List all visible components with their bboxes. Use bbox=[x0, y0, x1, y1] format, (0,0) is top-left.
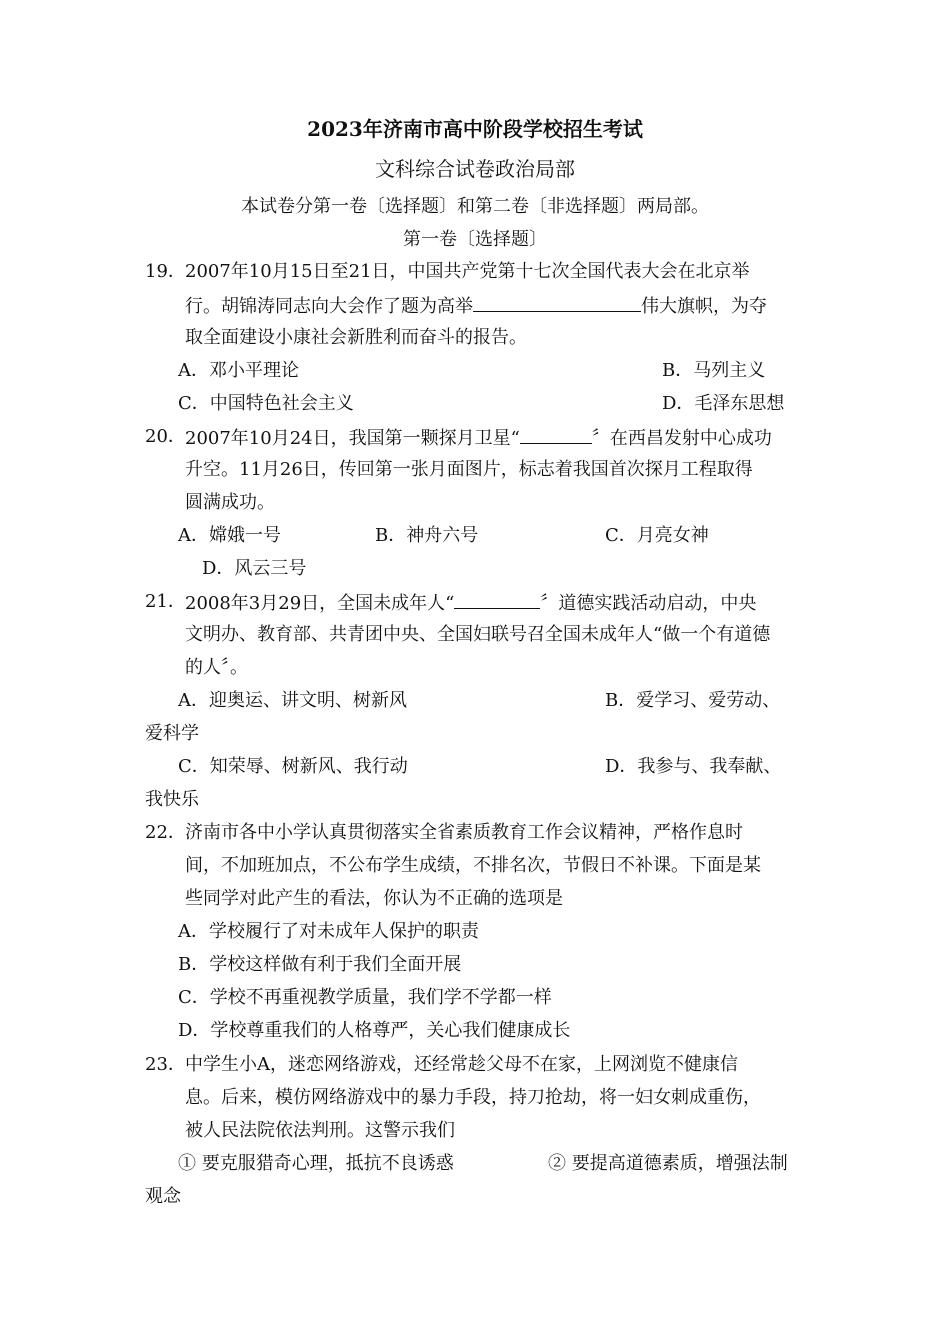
statement-2-continued: 观念 bbox=[145, 1186, 181, 1207]
question-text-line: 升空。11月26日，传回第一张月面图片，标志着我国首次探月工程取得 bbox=[185, 459, 753, 480]
question-text-line: 取全面建设小康社会新胜利而奋斗的报告。 bbox=[185, 327, 527, 348]
option-d-continued: 我快乐 bbox=[145, 789, 199, 810]
option-d: D．学校尊重我们的人格尊严，关心我们健康成长 bbox=[178, 1020, 571, 1041]
option-b: B．神舟六号 bbox=[375, 525, 479, 546]
statement-2: ② 要提高道德素质，增强法制 bbox=[548, 1153, 788, 1174]
option-b-continued: 爱科学 bbox=[145, 723, 199, 744]
question-text-line: 2008年3月29日，全国未成年人“ 〞道德实践活动启动，中央 bbox=[185, 590, 756, 616]
question-text-line: 息。后来，模仿网络游戏中的暴力手段，持刀抢劫，将一妇女刺成重伤， bbox=[185, 1087, 761, 1108]
question-number: 19． bbox=[145, 261, 186, 282]
question-number: 20． bbox=[145, 426, 186, 447]
answer-blank bbox=[454, 590, 540, 609]
question-number: 22． bbox=[145, 822, 186, 843]
exam-intro: 本试卷分第一卷〔选择题〕和第二卷〔非选择题〕两局部。 bbox=[241, 196, 709, 217]
option-d: D．我参与、我奉献、 bbox=[605, 756, 782, 777]
question-text-line: 2007年10月15日至21日，中国共产党第十七次全国代表大会在北京举 bbox=[185, 261, 750, 282]
question-text-line: 被人民法院依法判刑。这警示我们 bbox=[185, 1120, 455, 1141]
option-b: B．爱学习、爱劳动、 bbox=[605, 690, 781, 711]
statement-1: ① 要克服猎奇心理，抵抗不良诱惑 bbox=[178, 1153, 454, 1174]
option-d: D．风云三号 bbox=[202, 558, 307, 579]
exam-title: 2023年济南市高中阶段学校招生考试 bbox=[307, 117, 643, 141]
question-text-line: 圆满成功。 bbox=[185, 492, 275, 513]
answer-blank bbox=[520, 425, 592, 444]
question-text-line: 中学生小A，迷恋网络游戏，还经常趁父母不在家，上网浏览不健康信 bbox=[185, 1054, 738, 1075]
question-text-line: 文明办、教育部、共青团中央、全国妇联号召全国未成年人“做一个有道德 bbox=[185, 624, 771, 645]
option-a: A．嫦娥一号 bbox=[178, 525, 281, 546]
exam-subtitle: 文科综合试卷政治局部 bbox=[375, 157, 575, 181]
question-text-line: 些同学对此产生的看法，你认为不正确的选项是 bbox=[185, 888, 563, 909]
option-a: A．学校履行了对未成年人保护的职责 bbox=[178, 921, 479, 942]
answer-blank bbox=[473, 293, 641, 312]
option-d: D．毛泽东思想 bbox=[662, 393, 785, 414]
option-b: B．马列主义 bbox=[662, 360, 766, 381]
question-number: 21． bbox=[145, 591, 186, 612]
option-c: C．知荣辱、树新风、我行动 bbox=[178, 756, 408, 777]
option-c: C．学校不再重视教学质量，我们学不学都一样 bbox=[178, 987, 552, 1008]
question-text-line: 行。胡锦涛同志向大会作了题为高举 伟大旗帜，为夺 bbox=[185, 293, 767, 319]
question-text-line: 2007年10月24日，我国第一颗探月卫星“ 〞在西昌发射中心成功 bbox=[185, 425, 772, 451]
question-number: 23． bbox=[145, 1054, 186, 1075]
option-b: B．学校这样做有利于我们全面开展 bbox=[178, 954, 462, 975]
option-c: C．中国特色社会主义 bbox=[178, 393, 354, 414]
question-text-line: 济南市各中小学认真贯彻落实全省素质教育工作会议精神，严格作息时 bbox=[185, 822, 743, 843]
option-c: C．月亮女神 bbox=[605, 525, 709, 546]
option-a: A．迎奥运、讲文明、树新风 bbox=[178, 690, 407, 711]
option-a: A．邓小平理论 bbox=[178, 360, 299, 381]
section-heading: 第一卷〔选择题〕 bbox=[403, 229, 547, 250]
question-text-line: 的人〞。 bbox=[185, 657, 248, 678]
question-text-line: 间，不加班加点，不公布学生成绩，不排名次，节假日不补课。下面是某 bbox=[185, 855, 761, 876]
